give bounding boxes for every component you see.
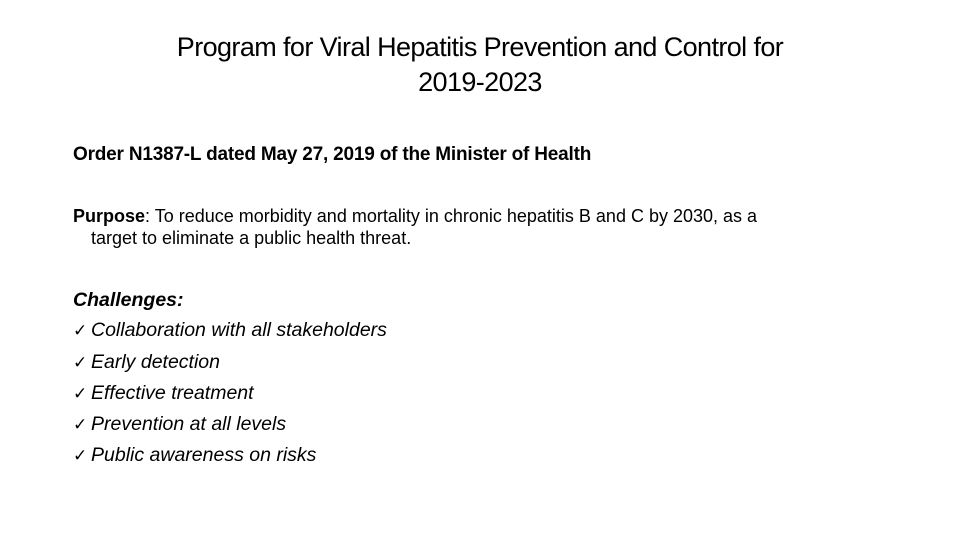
list-item bbox=[73, 315, 387, 346]
check-icon: ✓ bbox=[73, 321, 88, 341]
list-item-text: Public awareness on risks bbox=[91, 444, 317, 467]
purpose-colon: : bbox=[145, 206, 151, 226]
check-icon: ✓ bbox=[73, 352, 88, 372]
purpose-text-line-2: target to eliminate a public health threat. bbox=[91, 228, 412, 248]
challenges-list bbox=[73, 285, 387, 472]
list-item-text: Early detection bbox=[91, 350, 220, 373]
purpose-paragraph bbox=[73, 205, 923, 249]
list-item bbox=[73, 409, 387, 440]
purpose-label: Purpose bbox=[73, 206, 146, 226]
page-title bbox=[80, 30, 880, 100]
list-item-text: Prevention at all levels bbox=[91, 413, 287, 436]
list-item-text: Collaboration with all stakeholders bbox=[91, 319, 387, 342]
title-line-1: Program for Viral Hepatitis Prevention and Control for bbox=[176, 32, 784, 62]
check-icon: ✓ bbox=[73, 383, 88, 403]
purpose-text-line-1: To reduce morbidity and mortality in chronic hepatitis B and C by 2030, as a bbox=[150, 206, 758, 226]
challenges-heading: Challenges: bbox=[73, 289, 184, 311]
check-icon: ✓ bbox=[73, 415, 88, 435]
list-item bbox=[73, 378, 387, 409]
list-item-text: Effective treatment bbox=[91, 381, 254, 404]
check-icon: ✓ bbox=[73, 446, 88, 466]
list-item bbox=[73, 347, 387, 378]
list-item bbox=[73, 440, 387, 471]
order-reference: Order N1387-L dated May 27, 2019 of the Minister of Health bbox=[73, 144, 592, 165]
title-line-2: 2019-2023 bbox=[418, 67, 542, 97]
